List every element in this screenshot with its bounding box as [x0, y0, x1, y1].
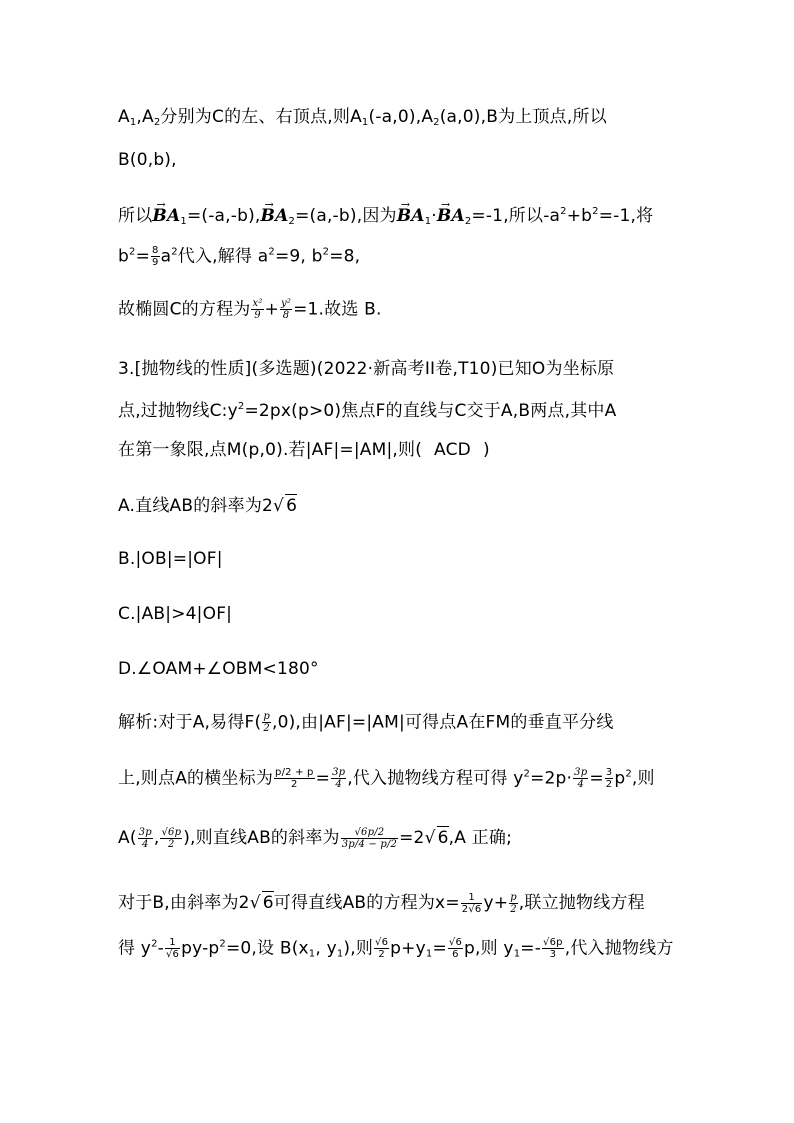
text: ,0),由|AF|=|AM|可得点A在FM的垂直平分线: [271, 712, 614, 733]
text: =: [135, 246, 151, 267]
denominator: 3p/4 − p/2: [341, 838, 398, 850]
denominator: 3: [549, 949, 557, 960]
fraction: [509, 892, 518, 915]
denominator: 8: [282, 310, 290, 321]
numerator: √6p: [543, 937, 563, 948]
text: (-a,0),A: [368, 107, 434, 127]
fraction: [331, 767, 346, 790]
text: b: [118, 246, 129, 267]
fraction: [573, 767, 588, 790]
text: C.|AB|>4|OF|: [118, 604, 233, 624]
answer: ACD: [434, 440, 471, 460]
fraction: [448, 937, 463, 960]
text: =(-a,-b),: [186, 206, 261, 226]
fraction: [605, 767, 614, 790]
solution-line-1: [118, 711, 614, 734]
subscript: 2: [464, 216, 472, 227]
text: =-1,所以-a: [471, 206, 561, 226]
text: +: [264, 299, 279, 320]
text: D.∠OAM+∠OBM<180°: [118, 659, 319, 679]
line-1: [118, 106, 607, 128]
fraction: [274, 767, 315, 790]
numerator: 1: [461, 892, 483, 904]
denominator: 9: [254, 310, 261, 321]
option-d: [118, 658, 319, 680]
numerator: x²: [252, 298, 263, 309]
subscript: 1: [425, 948, 433, 960]
text: 分别为C的左、右顶点,则A: [160, 107, 362, 127]
text: ,代入抛物线方程可得 y: [347, 768, 524, 789]
subscript: 1: [513, 948, 521, 960]
denominator: 4: [335, 779, 342, 790]
text: 得 y: [118, 938, 152, 959]
line-5: [118, 298, 382, 321]
subscript: 1: [129, 117, 137, 128]
numerator: √6: [375, 937, 389, 948]
denominator: 2√6: [461, 903, 482, 915]
numerator: p: [510, 891, 517, 903]
text: 代入,解得 a: [177, 246, 269, 267]
numerator: y²: [281, 298, 292, 309]
text: =2: [399, 828, 425, 848]
vector-ba2: → BA: [261, 205, 289, 227]
fraction: [374, 937, 389, 960]
radicand: 6: [262, 893, 274, 913]
option-a: [118, 494, 297, 517]
numerator: 8: [152, 245, 159, 256]
superscript: 2: [268, 246, 275, 258]
subscript: 1: [308, 948, 316, 960]
text: ,A: [136, 107, 154, 127]
problem-heading: [118, 358, 614, 380]
text: py-p: [181, 938, 220, 959]
text: ): [482, 440, 490, 460]
solution-line-5: [118, 937, 674, 960]
text: 故椭圆C的方程为: [118, 299, 251, 320]
text: -: [157, 938, 164, 959]
text: ),则: [343, 938, 374, 959]
text: B.|OB|=|OF|: [118, 549, 223, 569]
denominator: 2: [168, 838, 175, 850]
line-3: [118, 205, 653, 227]
numerator: √6p/2: [341, 827, 398, 839]
superscript: 2: [592, 206, 599, 217]
denominator: 2: [605, 779, 613, 790]
denominator: 2: [510, 903, 517, 915]
numerator: 3p: [138, 826, 152, 838]
denominator: √6: [165, 949, 180, 960]
numerator: p/2 + p: [275, 767, 314, 778]
superscript: 2: [151, 938, 158, 950]
sqrt-sign: √: [424, 828, 436, 848]
superscript: 2: [625, 768, 632, 780]
superscript: 2: [171, 246, 178, 258]
fraction: [262, 711, 271, 734]
fraction: [151, 245, 160, 268]
denominator: 4: [141, 838, 149, 850]
text: =8,: [329, 246, 361, 267]
text: 可得直线AB的方程为x=: [273, 893, 460, 913]
fraction: [165, 937, 180, 960]
fraction: [461, 892, 483, 915]
subscript: 2: [288, 216, 296, 227]
text: y+: [483, 893, 509, 913]
text: =2p·: [530, 768, 573, 789]
text: ,联立抛物线方程: [518, 893, 645, 913]
superscript: 2: [523, 768, 531, 780]
denominator: 4: [577, 779, 585, 790]
text: ,则: [631, 768, 655, 789]
vector-ba2: → BA: [437, 205, 465, 227]
text: +b: [566, 206, 593, 226]
text: A: [118, 107, 130, 127]
text: =2px(p>0)焦点F的直线与C交于A,B两点,其中A: [244, 401, 617, 421]
fraction: [542, 937, 564, 960]
text: ,: [153, 828, 160, 848]
subscript: 2: [433, 117, 440, 128]
fraction: [138, 827, 153, 850]
fraction: [160, 827, 182, 850]
numerator: 3: [605, 767, 613, 778]
numerator: √6: [448, 937, 463, 948]
subscript: 1: [336, 948, 344, 960]
text: 点,过抛物线C:y: [118, 401, 238, 421]
text: ·: [431, 206, 437, 226]
text: p+y: [390, 938, 426, 959]
solution-line-4: [118, 891, 645, 915]
text: ,A 正确;: [448, 828, 513, 848]
vector-ba1: → BA: [397, 205, 425, 227]
denominator: 2: [378, 949, 385, 960]
text: p: [614, 768, 626, 789]
line-4: [118, 245, 360, 268]
superscript: 2: [129, 246, 136, 258]
numerator: p: [263, 711, 270, 722]
line-2: [118, 149, 177, 171]
text: =: [432, 938, 447, 959]
text: p,则 y: [464, 938, 514, 959]
subscript: 1: [361, 117, 369, 128]
superscript: 2: [322, 246, 330, 258]
fraction: [251, 298, 263, 321]
text: 3.[抛物线的性质](多选题)(2022·新高考II卷,T10)已知O为坐标原: [118, 359, 615, 379]
text: =: [589, 768, 604, 789]
text: 在第一象限,点M(p,0).若|AF|=|AM|,则(: [118, 440, 423, 460]
line-7: [118, 400, 616, 422]
numerator: 3p: [574, 767, 588, 778]
denominator: 6: [452, 949, 459, 960]
text: 解析:对于A,易得F(: [118, 712, 262, 733]
radicand: 6: [286, 496, 298, 516]
solution-line-3: [118, 826, 512, 850]
text: B(0,b),: [118, 150, 177, 170]
superscript: 2: [219, 938, 226, 950]
text: =-1,将: [598, 206, 654, 226]
option-c: [118, 603, 232, 625]
numerator: √6p: [161, 826, 182, 838]
text: =: [315, 768, 331, 789]
text: 上,则点A的横坐标为: [118, 768, 274, 789]
text: =-: [520, 938, 542, 959]
text: =9, b: [274, 246, 323, 267]
denominator: 2: [291, 779, 298, 790]
superscript: 2: [237, 401, 245, 412]
subscript: 2: [153, 117, 161, 128]
text: , y: [315, 938, 337, 959]
radicand: 6: [437, 828, 449, 848]
numerator: 1: [165, 937, 180, 949]
sqrt-sign: √: [273, 496, 285, 516]
vector-ba1: → BA: [152, 205, 180, 227]
fraction: [341, 827, 398, 850]
text: A(: [118, 828, 137, 848]
denominator: 2: [263, 723, 270, 734]
sqrt-sign: √: [249, 893, 261, 913]
solution-line-2: [118, 767, 655, 790]
text: 对于B,由斜率为2: [118, 893, 250, 913]
superscript: 2: [560, 206, 567, 217]
text: 所以: [118, 206, 153, 226]
option-b: [118, 548, 223, 570]
text: a: [160, 246, 172, 267]
line-8: [118, 439, 490, 461]
text: (a,0),B为上顶点,所以: [439, 107, 607, 127]
denominator: 9: [152, 257, 159, 268]
text: =0,设 B(x: [225, 938, 309, 959]
text: =1.故选 B.: [293, 299, 382, 320]
fraction: [280, 298, 292, 321]
subscript: 1: [424, 216, 432, 227]
numerator: 3p: [332, 767, 346, 778]
text: ,代入抛物线方: [564, 938, 674, 959]
subscript: 1: [180, 216, 187, 227]
text: =(a,-b),因为: [295, 206, 397, 226]
text: ),则直线AB的斜率为: [183, 828, 340, 848]
text: A.直线AB的斜率为2: [118, 496, 274, 516]
